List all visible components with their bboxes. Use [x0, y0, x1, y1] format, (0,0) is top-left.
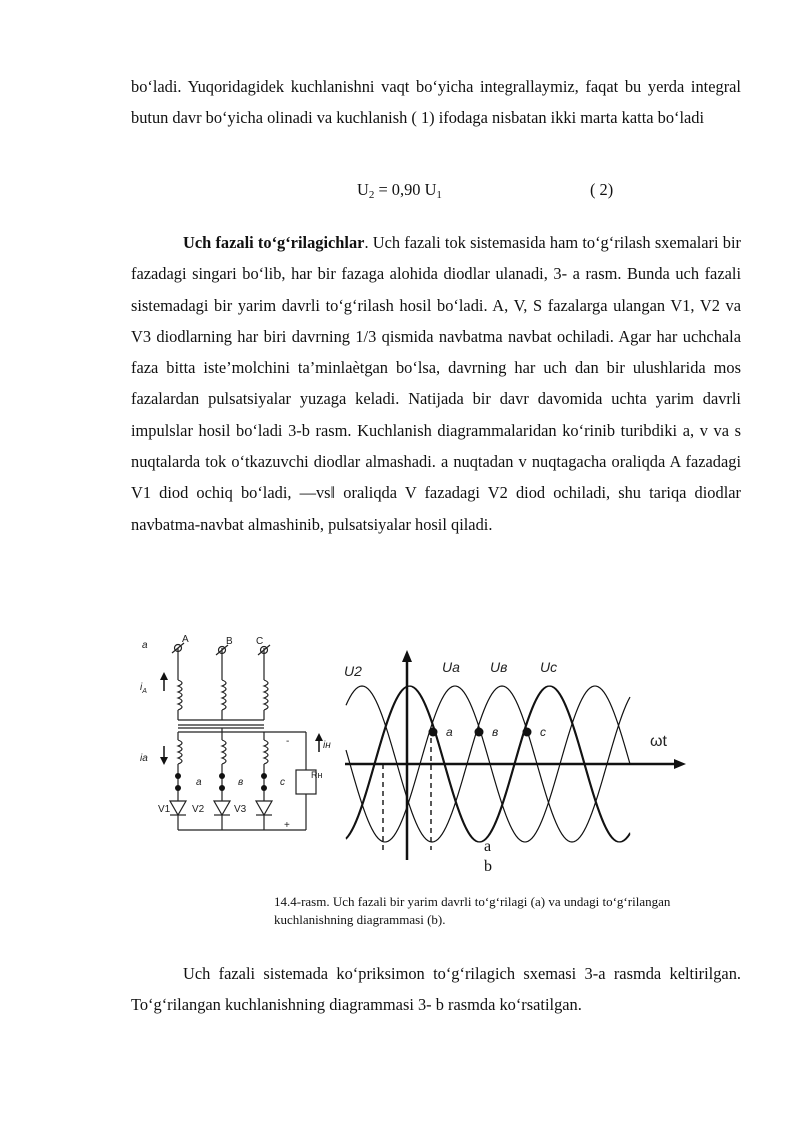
curve-label-ua: Ua: [442, 659, 460, 675]
node-label-b: в: [238, 777, 244, 788]
figure-rectifier: [130, 628, 690, 888]
current-primary-label: $i_A$: [140, 682, 147, 695]
figure-caption: 14.4-rasm. Uch fazali bir yarim davrli to‘g‘rilagi (a) va undagi to‘g‘rilangan kuchlanishning diagrammasi (b).: [274, 894, 671, 927]
point-label-b: в: [492, 725, 499, 739]
plus-sign: +: [284, 820, 290, 831]
coil-secondary-a: [178, 740, 182, 764]
arrow-up-ia-icon: [160, 672, 168, 680]
coil-secondary-c: [264, 740, 268, 764]
paragraph-three-phase-text: . Uch fazali tok sistemasida ham to‘g‘rilash sxemalari bir fazadagi singari bo‘lib, har bir fazaga alohida diodlar ulanadi, 3- a rasm. Bunda uch fazali sistemadagi bir yarim davrli to‘g‘rilash hosil bo‘ladi. A, V, S fazalarga ulangan V1, V2 va V3 diodlarning har biri davrning 1/3 qismida navbatma navbat ochiladi. Agar har uchchala faza bitta iste’molchini ta’minlaètgan bo‘lsa, davrning har uch dan bir ulushlarida mos fazalardan pulsatsiyalar yuzaga keladi. Natijada bir davr davomida uchta yarim davrli impulslar hosil bo‘ladi 3-b rasm. Kuchlanish diagrammalaridan ko‘rinib turibdiki a, v va s nuqtalarda tok o‘tkazuvchi diodlar almashadi. a nuqtadan v nuqtagacha oraliqda A fazadagi V1 diod ochiq bo‘ladi, ―vs‖ oraliqda V fazadagi V2 diod ochiladi, shu tariqa diodlar navbatma-navbat almashinib, pulsatsiyalar hosil qiladi.: [131, 233, 741, 534]
diode-v3: [256, 801, 272, 815]
point-c: [523, 728, 532, 737]
circuit-diagram: [170, 643, 316, 830]
coil-secondary-b: [222, 740, 226, 764]
curve-label-ub: Uв: [490, 659, 508, 675]
figure-letter-b: b: [484, 858, 492, 875]
point-b: [475, 728, 484, 737]
section-heading: Uch fazali to‘g‘rilagichlar: [183, 233, 365, 252]
current-load-label: iн: [323, 740, 331, 751]
y-axis-arrow-icon: [402, 650, 412, 662]
formula-expression: $U_2 = 0,90$ $U_1$: [357, 180, 442, 201]
node-label-a: a: [196, 777, 202, 788]
paragraph-bridge: Uch fazali sistemada ko‘priksimon to‘g‘rilagich sxemasi 3-a rasmda keltirilgan. To‘g‘rilangan kuchlanishning diagrammasi 3- b rasmda ko‘rsatilgan.: [131, 964, 741, 1015]
current-secondary-label: ia: [140, 753, 148, 764]
diode-label-v3: V3: [234, 804, 247, 815]
formula-u2: [0, 180, 800, 210]
paragraph-three-phase: [131, 227, 741, 540]
coil-primary-a: [178, 680, 182, 710]
phase-label-c: C: [256, 636, 264, 647]
curve-label-u2: U2: [344, 663, 362, 679]
load-label: Rн: [311, 770, 323, 780]
diode-v1: [170, 801, 186, 815]
diode-v2: [214, 801, 230, 815]
circuit-corner-label: a: [142, 640, 148, 651]
paragraph-intro: bo‘ladi. Yuqoridagidek kuchlanishni vaqt bo‘yicha integrallaymiz, faqat bu yerda integral butun davr bo‘yicha olinadi va kuchlanish ( 1) ifodaga nisbatan ikki marta katta bo‘ladi: [131, 77, 741, 128]
diode-label-v2: V2: [192, 804, 205, 815]
phase-label-b: B: [226, 636, 233, 647]
coil-primary-b: [222, 680, 226, 710]
point-a: [429, 728, 438, 737]
formula-number: ( 2): [590, 180, 614, 199]
curve-label-uc: Uc: [540, 659, 558, 675]
axis-label-omega-t: ωt: [650, 733, 667, 750]
point-label-a: a: [446, 725, 453, 739]
voltage-diagram: [344, 650, 686, 860]
x-axis-arrow-icon: [674, 759, 686, 769]
point-label-c: c: [540, 725, 546, 739]
coil-primary-c: [264, 680, 268, 710]
minus-sign: -: [286, 736, 290, 747]
node-label-c: c: [280, 777, 285, 788]
figure-letter-a: a: [484, 838, 492, 855]
phase-label-a: A: [182, 634, 189, 645]
diode-label-v1: V1: [158, 804, 171, 815]
arrow-down-ia2-icon: [160, 757, 168, 765]
arrow-up-iload-icon: [315, 733, 323, 741]
